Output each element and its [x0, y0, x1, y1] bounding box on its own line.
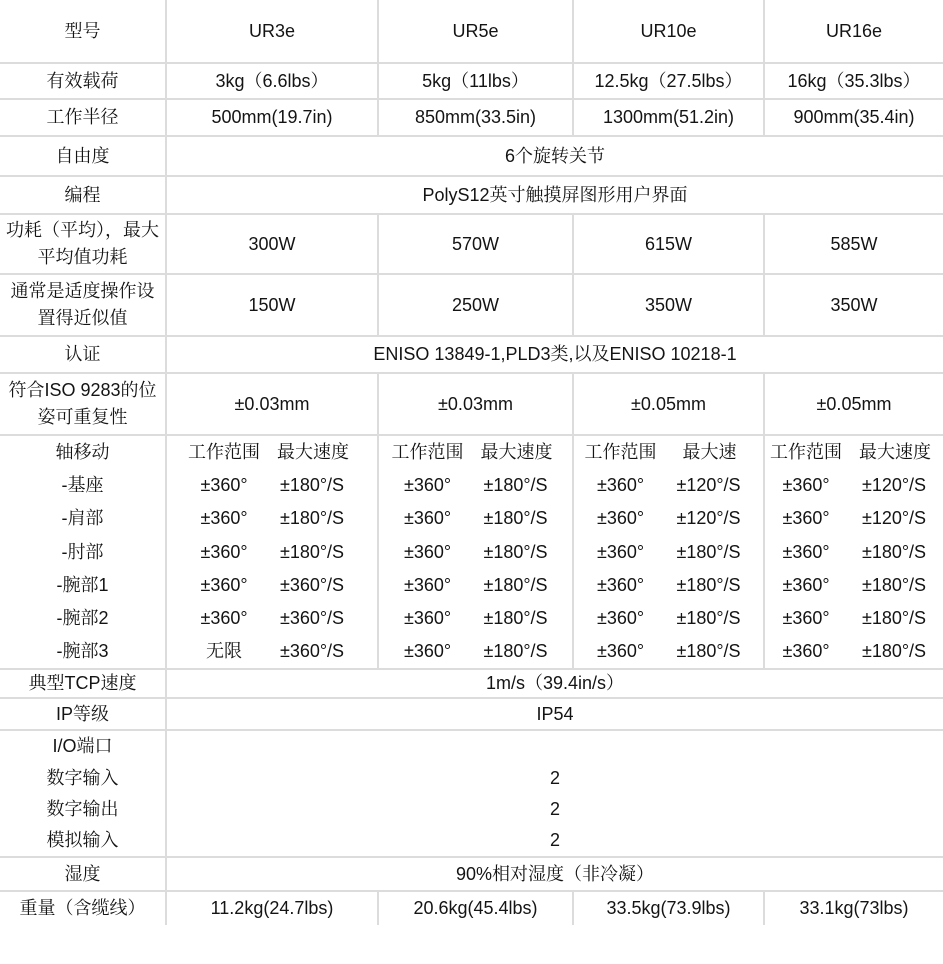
- humidity-value: 90%相对湿度（非冷凝）: [166, 857, 943, 891]
- power-max-label: 功耗（平均），最大平均值功耗: [0, 214, 166, 274]
- axis-range-header: 工作范围: [188, 442, 260, 463]
- axis-speed-header: 最大速: [682, 442, 737, 463]
- axis-label-wrist1: -腕部1: [56, 574, 109, 595]
- axis-data-ur3e: [166, 435, 378, 669]
- row-humidity: [0, 857, 943, 891]
- io-section-label: I/O端口: [52, 736, 113, 757]
- io-labels: [0, 730, 166, 857]
- axis-row: [765, 536, 943, 569]
- axis-speed-value: ±180°/S: [676, 608, 741, 629]
- reach-ur5e: 850mm(33.5in): [378, 99, 573, 136]
- axis-range-value: ±360°: [596, 608, 645, 629]
- axis-row: [765, 635, 943, 668]
- certification-label: 认证: [0, 336, 166, 373]
- repeatability-ur3e: ±0.03mm: [166, 373, 378, 435]
- axis-range-value: ±360°: [403, 574, 452, 595]
- axis-row: [574, 635, 763, 668]
- power-typical-ur16e: 350W: [764, 274, 943, 336]
- axis-range-value: ±360°: [200, 608, 248, 629]
- axis-speed-value: ±120°/S: [861, 475, 927, 496]
- axis-range-value: ±360°: [782, 641, 830, 662]
- row-programming: [0, 176, 943, 214]
- axis-row: [765, 569, 943, 602]
- axis-speed-header: 最大速度: [480, 442, 553, 463]
- axis-data-ur16e: [764, 435, 943, 669]
- axis-range-value: ±360°: [200, 508, 248, 529]
- repeatability-ur10e: ±0.05mm: [573, 373, 764, 435]
- axis-header: [574, 436, 763, 469]
- axis-range-value: ±360°: [596, 574, 645, 595]
- axis-speed-value: ±120°/S: [676, 508, 741, 529]
- axis-range-value: ±360°: [782, 541, 830, 562]
- row-power-max: [0, 214, 943, 274]
- axis-section-label: 轴移动: [55, 442, 110, 463]
- io-value-analog-in: 2: [549, 830, 560, 851]
- reach-ur10e: 1300mm(51.2in): [573, 99, 764, 136]
- axis-label-wrist3: -腕部3: [56, 641, 109, 662]
- axis-range-value: ±360°: [782, 574, 830, 595]
- weight-ur5e: 20.6kg(45.4lbs): [378, 891, 573, 925]
- axis-row: [574, 602, 763, 635]
- axis-row: [765, 502, 943, 535]
- row-reach: [0, 99, 943, 136]
- row-axis-movement: [0, 435, 943, 669]
- axis-row: [379, 569, 572, 602]
- programming-value: PolyS12英寸触摸屏图形用户界面: [166, 176, 943, 214]
- row-power-typical: [0, 274, 943, 336]
- power-max-ur5e: 570W: [378, 214, 573, 274]
- power-typical-ur10e: 350W: [573, 274, 764, 336]
- axis-speed-value: ±180°/S: [676, 574, 741, 595]
- axis-speed-value: ±180°/S: [861, 574, 927, 595]
- axis-speed-value: ±180°/S: [861, 541, 927, 562]
- payload-ur3e: 3kg（6.6lbs）: [166, 63, 378, 99]
- dof-value: 6个旋转关节: [166, 136, 943, 176]
- axis-row: [379, 635, 572, 668]
- axis-speed-value: ±120°/S: [861, 508, 927, 529]
- axis-row: [167, 602, 377, 635]
- axis-range-value: ±360°: [403, 475, 452, 496]
- axis-range-value: ±360°: [200, 475, 248, 496]
- axis-data-ur10e: [573, 435, 764, 669]
- tcp-speed-value: 1m/s（39.4in/s）: [166, 669, 943, 698]
- axis-row: [765, 469, 943, 502]
- repeatability-ur5e: ±0.03mm: [378, 373, 573, 435]
- axis-row: [167, 469, 377, 502]
- payload-label: 有效载荷: [0, 63, 166, 99]
- axis-range-value: ±360°: [596, 508, 645, 529]
- axis-speed-header: 最大速度: [859, 442, 931, 463]
- axis-label-base: -基座: [61, 475, 104, 496]
- axis-row: [167, 536, 377, 569]
- axis-range-value: ±360°: [200, 541, 248, 562]
- model-name-ur3e: UR3e: [166, 0, 378, 63]
- axis-row: [379, 502, 572, 535]
- power-typical-ur3e: 150W: [166, 274, 378, 336]
- repeatability-label: 符合ISO 9283的位姿可重复性: [0, 373, 166, 435]
- axis-range-value: ±360°: [403, 608, 452, 629]
- axis-label-shoulder: -肩部: [61, 508, 104, 529]
- axis-header: [167, 436, 377, 469]
- axis-data-ur5e: [378, 435, 573, 669]
- axis-speed-value: ±180°/S: [483, 608, 548, 629]
- axis-speed-value: ±180°/S: [483, 508, 548, 529]
- axis-speed-value: ±180°/S: [483, 641, 548, 662]
- axis-range-value: 无限: [206, 641, 242, 662]
- axis-speed-value: ±180°/S: [279, 508, 345, 529]
- axis-labels: [0, 435, 166, 669]
- axis-range-value: ±360°: [403, 508, 452, 529]
- axis-speed-value: ±180°/S: [483, 541, 548, 562]
- axis-range-value: ±360°: [403, 541, 452, 562]
- axis-speed-value: ±360°/S: [279, 641, 345, 662]
- payload-ur16e: 16kg（35.3lbs）: [764, 63, 943, 99]
- weight-ur16e: 33.1kg(73lbs): [764, 891, 943, 925]
- axis-range-header: 工作范围: [770, 442, 842, 463]
- axis-range-value: ±360°: [596, 475, 645, 496]
- tcp-speed-label: 典型TCP速度: [0, 669, 166, 698]
- row-repeatability: [0, 373, 943, 435]
- axis-range-value: ±360°: [782, 608, 830, 629]
- row-certification: [0, 336, 943, 373]
- model-name-ur10e: UR10e: [573, 0, 764, 63]
- row-io-ports: [0, 730, 943, 857]
- io-value-blank: [167, 731, 943, 762]
- dof-label: 自由度: [0, 136, 166, 176]
- io-label-digital-in: 数字输入: [46, 767, 119, 788]
- io-values: [166, 730, 943, 857]
- axis-row: [379, 536, 572, 569]
- model-name-ur5e: UR5e: [378, 0, 573, 63]
- axis-range-value: ±360°: [596, 541, 645, 562]
- axis-row: [574, 536, 763, 569]
- power-typical-label: 通常是适度操作设置得近似值: [0, 274, 166, 336]
- power-max-ur16e: 585W: [764, 214, 943, 274]
- axis-label-elbow: -肘部: [61, 541, 104, 562]
- programming-label: 编程: [0, 176, 166, 214]
- axis-row: [167, 502, 377, 535]
- axis-speed-value: ±180°/S: [483, 475, 548, 496]
- axis-speed-value: ±180°/S: [279, 541, 345, 562]
- axis-speed-value: ±360°/S: [279, 574, 345, 595]
- power-max-ur3e: 300W: [166, 214, 378, 274]
- row-dof: [0, 136, 943, 176]
- axis-speed-value: ±180°/S: [279, 475, 345, 496]
- axis-label-wrist2: -腕部2: [56, 608, 109, 629]
- axis-range-value: ±360°: [782, 475, 830, 496]
- axis-range-value: ±360°: [596, 641, 645, 662]
- axis-header: [379, 436, 572, 469]
- axis-range-header: 工作范围: [391, 442, 464, 463]
- model-row-label: 型号: [0, 0, 166, 63]
- axis-range-value: ±360°: [782, 508, 830, 529]
- axis-speed-value: ±180°/S: [676, 541, 741, 562]
- ip-rating-label: IP等级: [0, 698, 166, 730]
- axis-speed-value: ±180°/S: [861, 608, 927, 629]
- axis-header: [765, 436, 943, 469]
- io-label-digital-out: 数字输出: [46, 798, 119, 819]
- axis-speed-value: ±180°/S: [676, 641, 741, 662]
- payload-ur10e: 12.5kg（27.5lbs）: [573, 63, 764, 99]
- axis-row: [167, 635, 377, 668]
- axis-row: [167, 569, 377, 602]
- payload-ur5e: 5kg（11lbs）: [378, 63, 573, 99]
- axis-row: [574, 569, 763, 602]
- row-model: [0, 0, 943, 63]
- row-tcp-speed: [0, 669, 943, 698]
- axis-row: [379, 469, 572, 502]
- axis-range-header: 工作范围: [584, 442, 657, 463]
- io-label-analog-in: 模拟输入: [46, 830, 119, 851]
- io-value-digital-out: 2: [549, 798, 560, 819]
- weight-ur3e: 11.2kg(24.7lbs): [166, 891, 378, 925]
- weight-label: 重量（含缆线）: [0, 891, 166, 925]
- repeatability-ur16e: ±0.05mm: [764, 373, 943, 435]
- io-value-digital-in: 2: [549, 767, 560, 788]
- axis-speed-value: ±120°/S: [676, 475, 741, 496]
- humidity-label: 湿度: [0, 857, 166, 891]
- reach-label: 工作半径: [0, 99, 166, 136]
- axis-row: [379, 602, 572, 635]
- power-typical-ur5e: 250W: [378, 274, 573, 336]
- axis-range-value: ±360°: [403, 641, 452, 662]
- weight-ur10e: 33.5kg(73.9lbs): [573, 891, 764, 925]
- row-ip-rating: [0, 698, 943, 730]
- row-weight: [0, 891, 943, 925]
- axis-row: [765, 602, 943, 635]
- row-payload: [0, 63, 943, 99]
- power-max-ur10e: 615W: [573, 214, 764, 274]
- reach-ur3e: 500mm(19.7in): [166, 99, 378, 136]
- model-name-ur16e: UR16e: [764, 0, 943, 63]
- reach-ur16e: 900mm(35.4in): [764, 99, 943, 136]
- axis-row: [574, 469, 763, 502]
- axis-speed-value: ±180°/S: [861, 641, 927, 662]
- ip-rating-value: IP54: [166, 698, 943, 730]
- axis-speed-value: ±360°/S: [279, 608, 345, 629]
- axis-row: [574, 502, 763, 535]
- axis-speed-value: ±180°/S: [483, 574, 548, 595]
- axis-speed-header: 最大速度: [277, 442, 349, 463]
- axis-range-value: ±360°: [200, 574, 248, 595]
- certification-value: ENISO 13849-1,PLD3类,以及ENISO 10218-1: [166, 336, 943, 373]
